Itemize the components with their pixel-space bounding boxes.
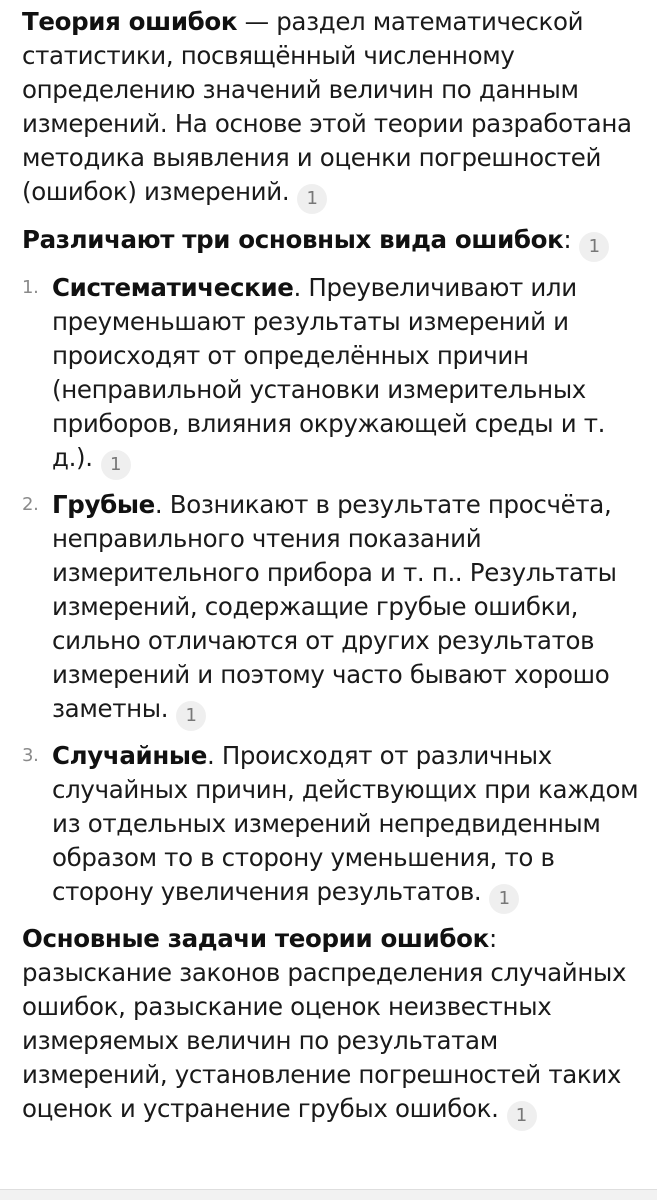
list-item	[22, 739, 647, 914]
list-item-number: 3.	[22, 745, 39, 766]
source-ref-badge[interactable]: 1	[297, 184, 327, 214]
kinds-heading-paragraph	[22, 223, 647, 262]
tasks-heading: Основные задачи теории ошибок	[22, 924, 489, 953]
source-ref-badge[interactable]: 1	[579, 232, 609, 262]
list-item-term: Грубые	[52, 490, 155, 519]
article-content	[22, 5, 647, 1140]
source-ref-badge[interactable]: 1	[176, 701, 206, 731]
source-ref-badge[interactable]: 1	[101, 450, 131, 480]
tasks-paragraph	[22, 922, 647, 1131]
intro-paragraph	[22, 5, 647, 214]
list-item-text: . Возникают в результате просчёта, неправильного чтения показаний измерительного прибора и т. п.. Результаты измерений, содержащие грубые ошибки, сильно отличаются от других результатов измерений и поэтому часто бывают хорошо заметны.	[52, 490, 617, 723]
list-item-term: Систематические	[52, 273, 294, 302]
source-ref-badge[interactable]: 1	[507, 1101, 537, 1131]
kinds-colon: :	[563, 225, 572, 254]
list-item-text: . Происходят от различных случайных причин, действующих при каждом из отдельных измерений непредвиденным образом то в сторону уменьшения, то в сторону увеличения результатов.	[52, 741, 639, 906]
list-item-term: Случайные	[52, 741, 207, 770]
tasks-text: : разыскание законов распределения случайных ошибок, разыскание оценок неизвестных измеряемых величин по результатам измерений, установление погрешностей таких оценок и устранение грубых ошибок.	[22, 924, 627, 1123]
bottom-divider	[0, 1189, 657, 1200]
error-kinds-list	[22, 271, 647, 914]
intro-text: — раздел математической статистики, посвящённый численному определению значений величин по данным измерений. На основе этой теории разработана методика выявления и оценки погрешностей (ошибок) измерений.	[22, 7, 632, 206]
list-item-text: . Преувеличивают или преуменьшают результаты измерений и происходят от определённых причин (неправильной установки измерительных приборов, влияния окружающей среды и т. д.).	[52, 273, 606, 472]
list-item	[22, 488, 647, 731]
list-item-number: 1.	[22, 277, 39, 298]
list-item-number: 2.	[22, 494, 39, 515]
source-ref-badge[interactable]: 1	[489, 884, 519, 914]
kinds-heading: Различают три основных вида ошибок	[22, 225, 564, 254]
list-item	[22, 271, 647, 480]
intro-term: Теория ошибок	[22, 7, 238, 36]
